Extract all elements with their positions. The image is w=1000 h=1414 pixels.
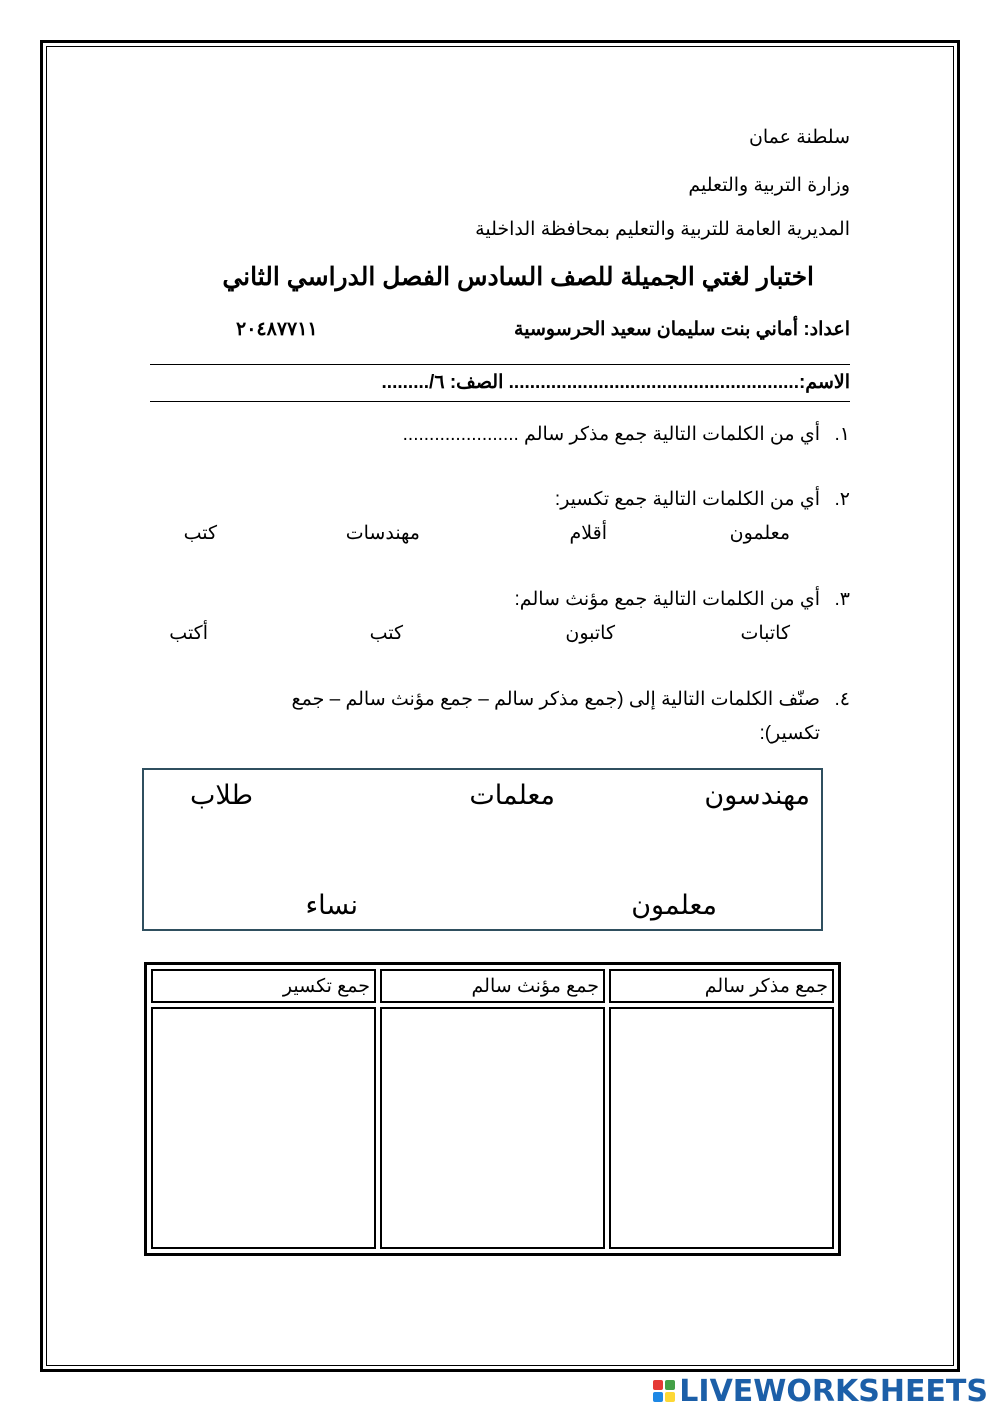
question-1-number: ١. bbox=[834, 424, 850, 445]
word-box-word[interactable]: معلمات bbox=[469, 780, 555, 810]
bottom-rule bbox=[150, 401, 850, 402]
logo-square bbox=[653, 1380, 663, 1390]
drop-zone-fem-plural[interactable] bbox=[380, 1007, 605, 1249]
question-4-number: ٤. bbox=[834, 689, 850, 710]
question-3-text: أي من الكلمات التالية جمع مؤنث سالم: bbox=[514, 589, 820, 610]
question-2-text: أي من الكلمات التالية جمع تكسير: bbox=[554, 489, 820, 510]
logo-square bbox=[665, 1392, 675, 1402]
question-2-option[interactable]: أقلام bbox=[569, 523, 607, 544]
question-3-number: ٣. bbox=[834, 589, 850, 610]
question-3-option[interactable]: كاتبات bbox=[740, 623, 790, 644]
question-2-option[interactable]: معلمون bbox=[729, 523, 790, 544]
question-2-option[interactable]: كتب bbox=[183, 523, 217, 544]
header-line-ministry: وزارة التربية والتعليم bbox=[688, 175, 850, 196]
question-4-text-line2: تكسير): bbox=[759, 723, 820, 744]
liveworksheets-text: LIVEWORKSHEETS bbox=[679, 1373, 988, 1409]
word-box-word[interactable]: نساء bbox=[305, 890, 358, 920]
question-2-number: ٢. bbox=[834, 489, 850, 510]
prepared-by: اعداد: أماني بنت سليمان سعيد الحرسوسية bbox=[514, 319, 850, 340]
question-3-option[interactable]: كتب bbox=[369, 623, 403, 644]
drop-zone-masc-plural[interactable] bbox=[609, 1007, 834, 1249]
table-header-broken-plural: جمع تكسير bbox=[151, 969, 376, 1003]
header-line-directorate: المديرية العامة للتربية والتعليم بمحافظة الداخلية bbox=[475, 219, 850, 240]
drop-zone-broken-plural[interactable] bbox=[151, 1007, 376, 1249]
top-rule bbox=[150, 364, 850, 365]
header-line-sultanate: سلطنة عمان bbox=[748, 127, 850, 148]
liveworksheets-logo-icon bbox=[653, 1380, 675, 1402]
table-header-masc-plural: جمع مذكر سالم bbox=[609, 969, 834, 1003]
name-class-field[interactable]: الاسم:....................................................... الصف: ٦/......... bbox=[381, 372, 850, 393]
liveworksheets-watermark bbox=[653, 1374, 988, 1408]
phone-number: ٢٠٤٨٧٧١١ bbox=[236, 319, 318, 340]
exam-title: اختبار لغتي الجميلة للصف السادس الفصل الدراسي الثاني bbox=[222, 263, 814, 291]
question-1-text: أي من الكلمات التالية جمع مذكر سالم ...................... bbox=[402, 424, 820, 445]
logo-square bbox=[665, 1380, 675, 1390]
word-box-word[interactable]: مهندسون bbox=[704, 780, 810, 810]
table-header-fem-plural: جمع مؤنث سالم bbox=[380, 969, 605, 1003]
question-3-option[interactable]: أكتب bbox=[169, 623, 208, 644]
classification-table bbox=[144, 962, 841, 1256]
word-box-word[interactable]: معلمون bbox=[631, 890, 717, 920]
question-4-text-line1: صنّف الكلمات التالية إلى (جمع مذكر سالم – جمع مؤنث سالم – جمع bbox=[291, 689, 820, 710]
question-2-option[interactable]: مهندسات bbox=[345, 523, 420, 544]
word-box-word[interactable]: طلاب bbox=[189, 780, 253, 810]
logo-square bbox=[653, 1392, 663, 1402]
question-3-option[interactable]: كاتبون bbox=[565, 623, 615, 644]
